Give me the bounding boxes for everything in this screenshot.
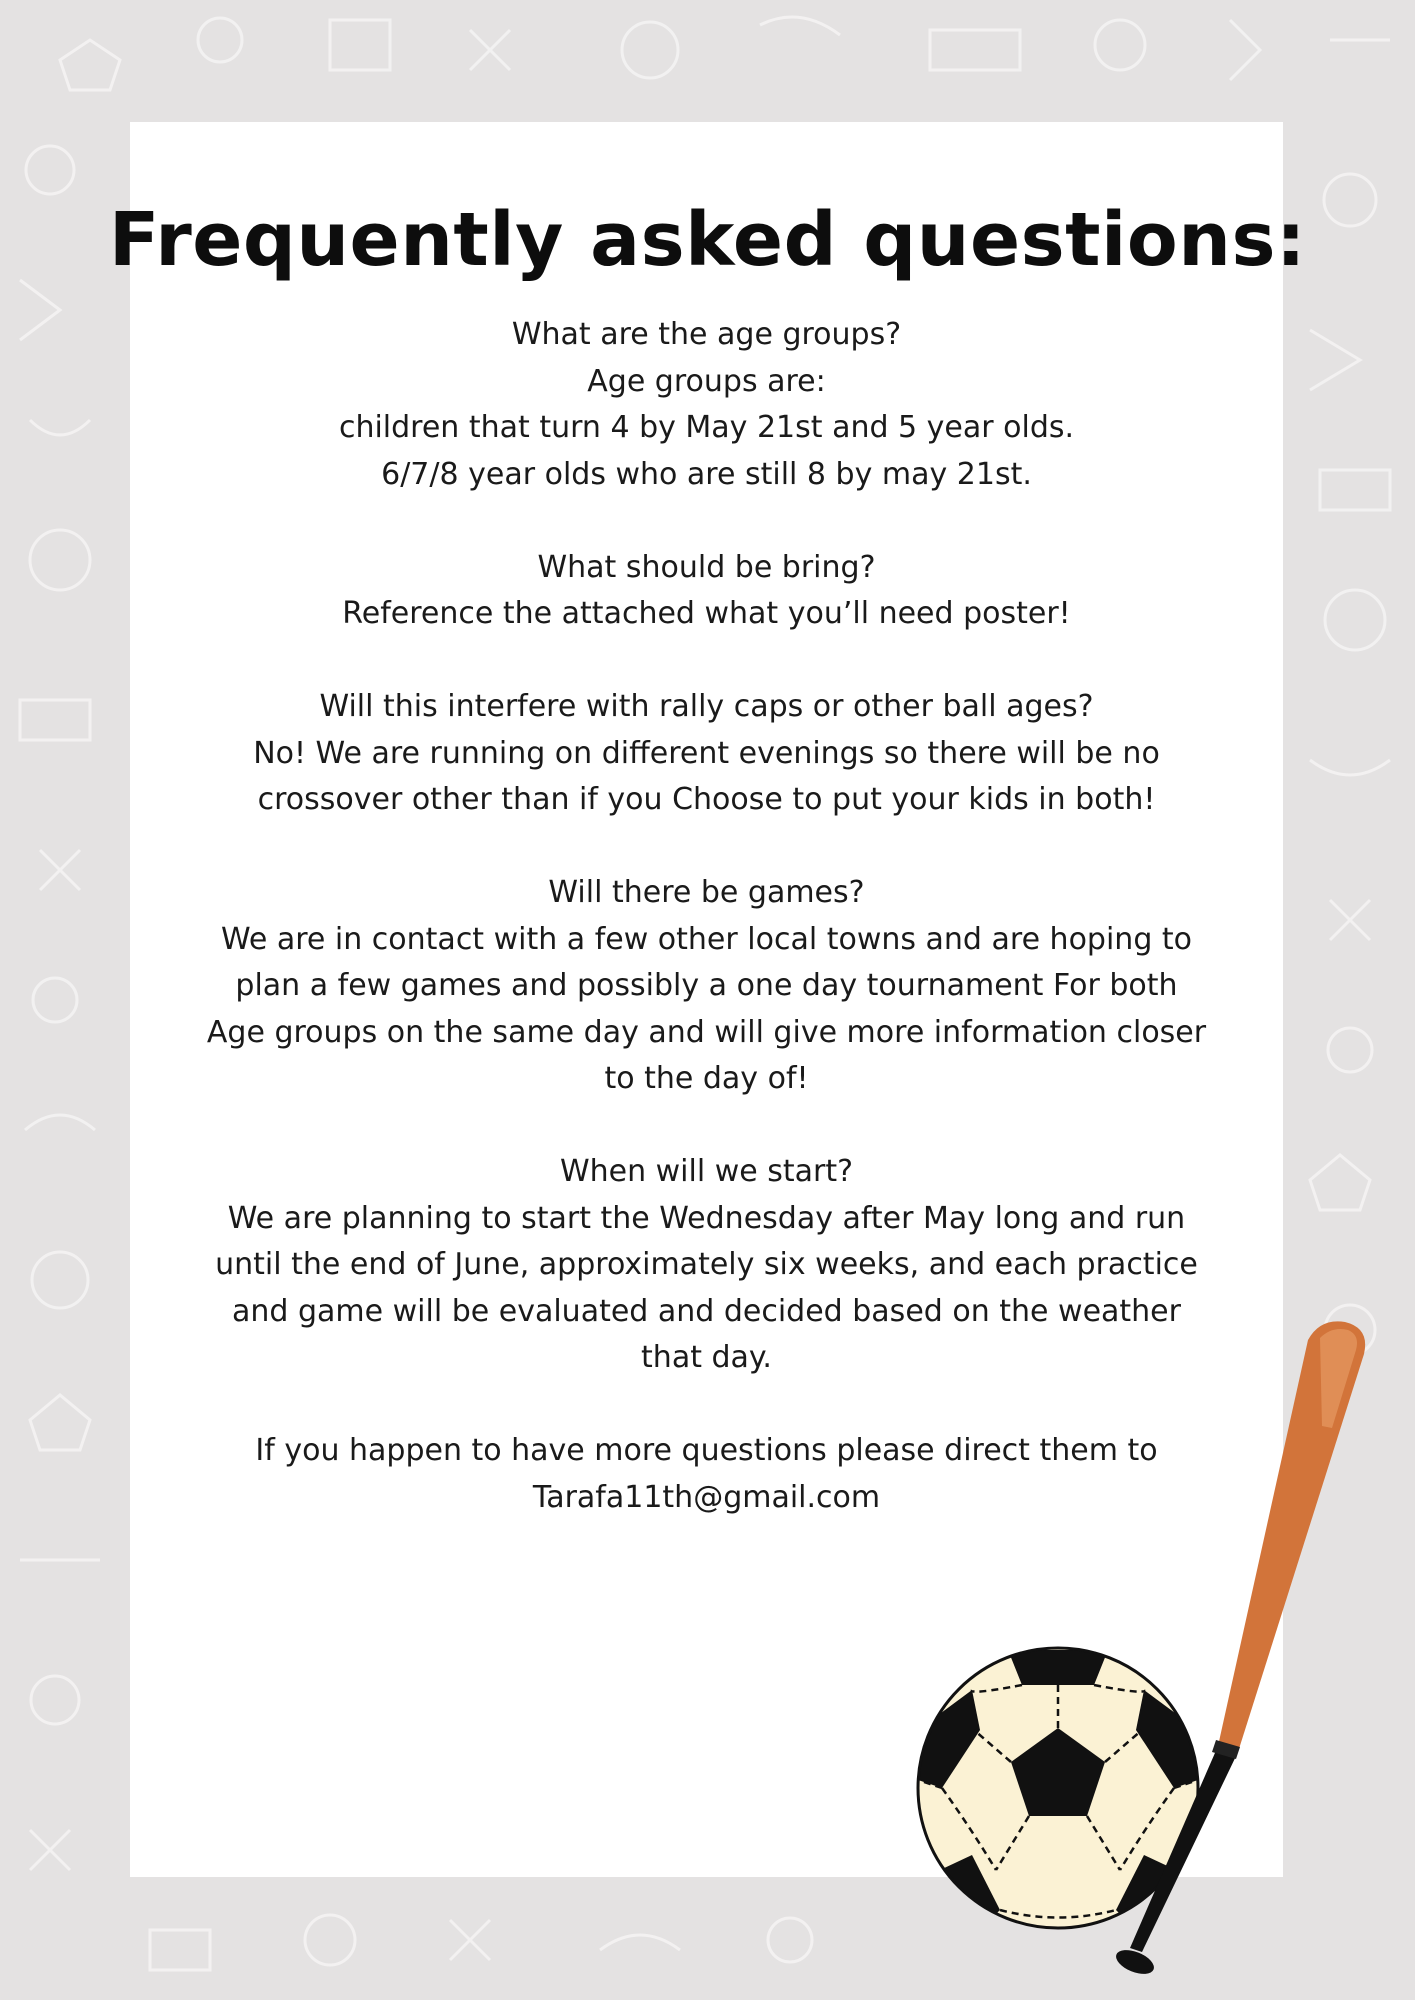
- faq-item: [160, 545, 1253, 638]
- faq-answer-line: 6/7/8 year olds who are still 8 by may 21st.: [381, 456, 1032, 492]
- faq-answer-line: We are planning to start the Wednesday after May long and run: [227, 1200, 1186, 1236]
- faq-answer-line: until the end of June, approximately six weeks, and each practice: [215, 1247, 1198, 1282]
- faq-answer-line: children that turn 4 by May 21st and 5 year olds.: [338, 410, 1075, 445]
- faq-answer-line: plan a few games and possibly a one day tournament For both: [235, 968, 1178, 1003]
- faq-question: When will we start?: [559, 1154, 854, 1189]
- contact-email: Tarafa11th@gmail.com: [532, 1479, 881, 1515]
- faq-answer-line: to the day of!: [604, 1061, 809, 1096]
- faq-answer-line: Reference the attached what you’ll need poster!: [342, 596, 1071, 631]
- faq-answer-line: and game will be evaluated and decided based on the weather: [232, 1293, 1181, 1329]
- faq-question: What are the age groups?: [511, 317, 902, 352]
- faq-question: Will this interfere with rally caps or other ball ages?: [319, 689, 1094, 724]
- faq-item: [160, 870, 1253, 1103]
- faq-answer-line: crossover other than if you Choose to put your kids in both!: [257, 782, 1156, 817]
- faq-question: Will there be games?: [548, 875, 865, 910]
- faq-answer-line: We are in contact with a few other local towns and are hoping to: [220, 921, 1193, 957]
- faq-answer-line: Age groups on the same day and will give more information closer: [206, 1014, 1207, 1050]
- sports-illustration: [880, 1310, 1415, 2000]
- faq-answer-line: that day.: [641, 1340, 772, 1375]
- faq-answer-line: No! We are running on different evenings so there will be no: [253, 735, 1160, 771]
- faq-answer-line: Age groups are:: [587, 363, 826, 399]
- faq-item: [160, 312, 1253, 498]
- contact-line: If you happen to have more questions please direct them to: [255, 1433, 1158, 1468]
- page-title: Frequently asked questions:: [108, 196, 1307, 283]
- faq-item: [160, 684, 1253, 824]
- faq-question: What should be bring?: [537, 549, 876, 585]
